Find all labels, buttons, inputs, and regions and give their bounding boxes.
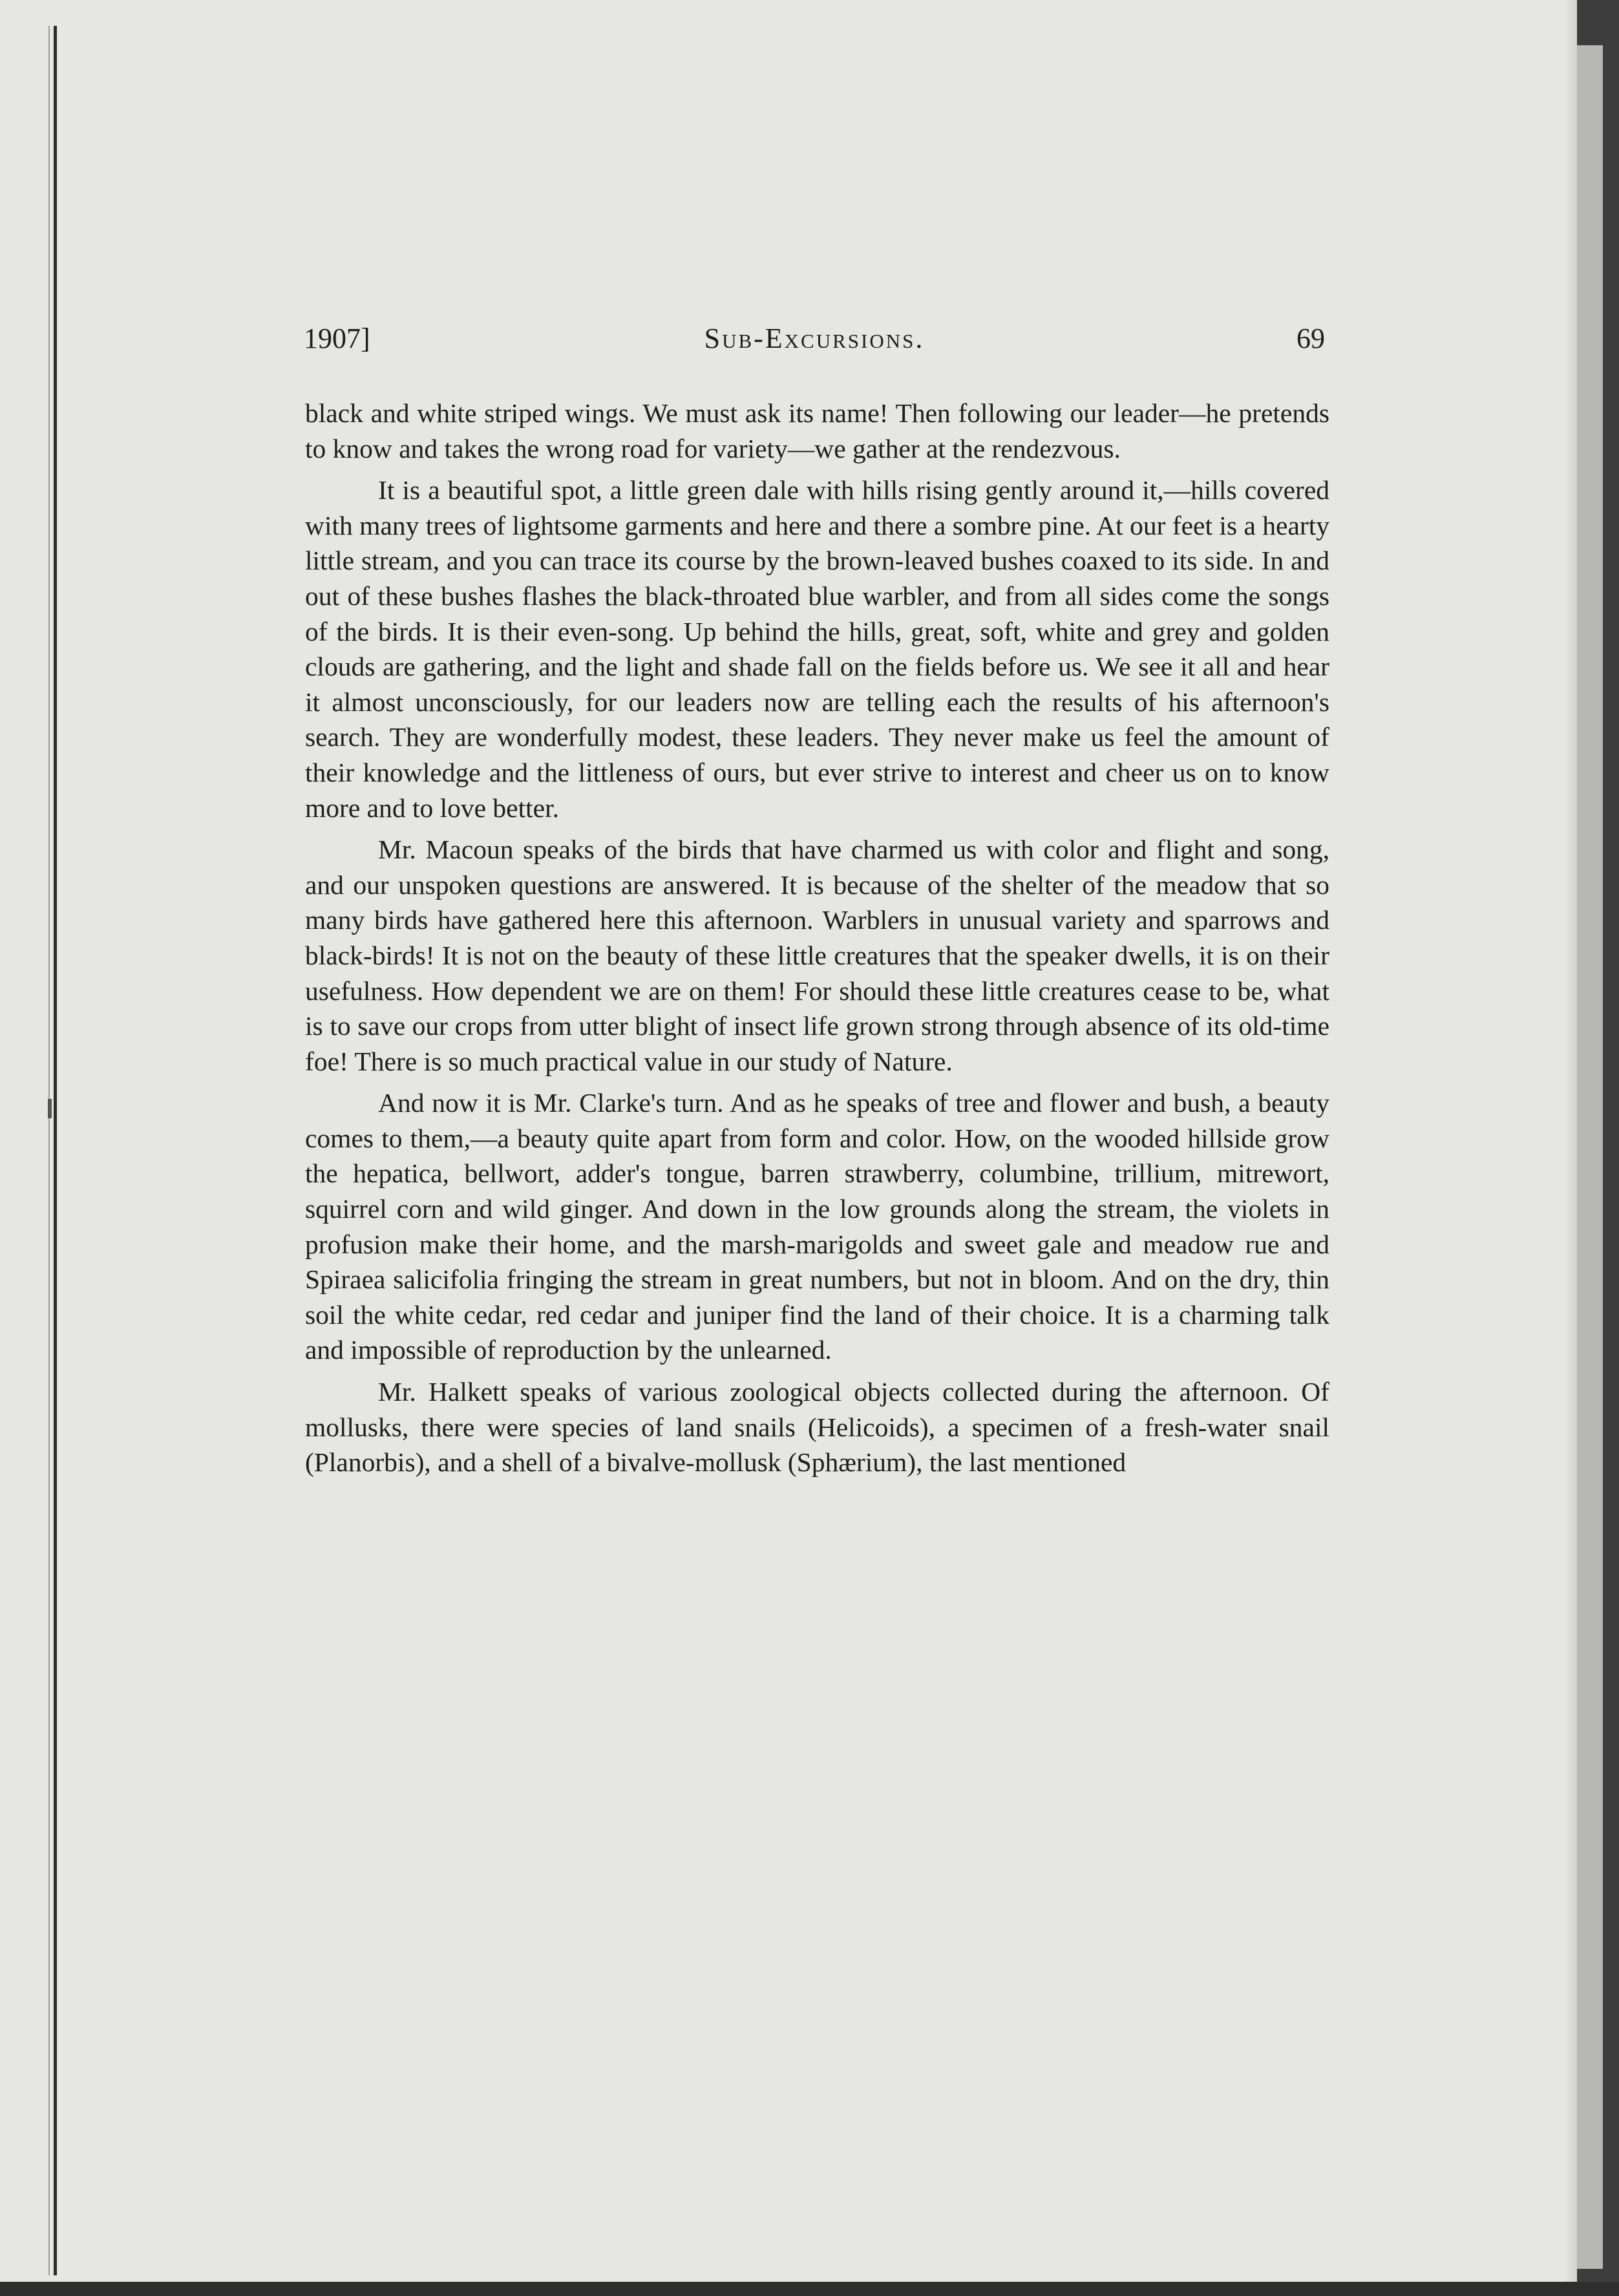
binding-edge-line (54, 26, 57, 2275)
binding-mark (48, 1099, 52, 1118)
page-edge-shadow (1564, 0, 1577, 2282)
header-title: Sub-Excursions. (704, 323, 925, 354)
paragraph-5: Mr. Halkett speaks of various zoological objects collected during the afternoon. Of mollusks, there were species of land snails (Helicoids), a specimen of a fresh-water snail (Planorbis), and a shell of a bivalve-mollusk (Sphærium), the last mentioned (305, 1377, 1329, 1478)
paragraph-2: It is a beautiful spot, a little green dale with hills rising gently around it,—hills covered with many trees of lightsome garments and here and there a sombre pine. At our feet is a hearty little stream, and you can trace its course by the brown-leaved bushes coaxed to its side. In and out of these bushes flashes the black-throated blue warbler, and from all sides come the songs of the birds. It is their even-song. Up behind the hills, great, soft, white and grey and golden clouds are gathering, and the light and shade fall on the fields before us. We see it all and hear it almost unconsciously, for our leaders now are telling each the results of his afternoon's search. They are wonderfully modest, these leaders. They never make us feel the amount of their knowledge and the littleness of ours, but ever strive to interest and cheer us on to know more and to love better. (305, 475, 1329, 823)
paragraph-4: And now it is Mr. Clarke's turn. And as he speaks of tree and flower and bush, a beauty comes to them,—a beauty quite apart from form and color. How, on the wooded hillside grow the hepatica, bellwort, adder's tongue, barren strawberry, columbine, trillium, mitrewort, squirrel corn and wild ginger. And down in the low grounds along the stream, the violets in profusion make their home, and the marsh-marigolds and sweet gale and meadow rue and Spiraea salicifolia fringing the stream in great numbers, but not in bloom. And on the dry, thin soil the white cedar, red cedar and juniper find the land of their choice. It is a charming talk and impossible of reproduction by the unlearned. (305, 1088, 1329, 1365)
body-text (305, 396, 1329, 1487)
running-header (304, 322, 1325, 367)
binding-shadow-line (48, 26, 50, 2275)
page-number: 69 (1296, 323, 1325, 354)
page-stack-edge (1577, 45, 1603, 2269)
header-year: 1907] (304, 323, 370, 354)
scan-bottom-border (0, 2282, 1619, 2296)
paragraph-3: Mr. Macoun speaks of the birds that have charmed us with color and flight and song, and our unspoken questions are answered. It is because of the shelter of the meadow that so many birds have gathered here this afternoon. Warblers in unusual variety and sparrows and black-birds! It is not on the beauty of these little creatures that the speaker dwells, it is on their usefulness. How dependent we are on them! For should these little creatures cease to be, what is to save our crops from utter blight of insect life grown strong through absence of its old-time foe! There is so much practical value in our study of Nature. (305, 834, 1329, 1076)
paragraph-1: black and white striped wings. We must ask its name! Then following our leader—he pretends to know and takes the wrong road for variety—we gather at the rendezvous. (305, 398, 1329, 463)
